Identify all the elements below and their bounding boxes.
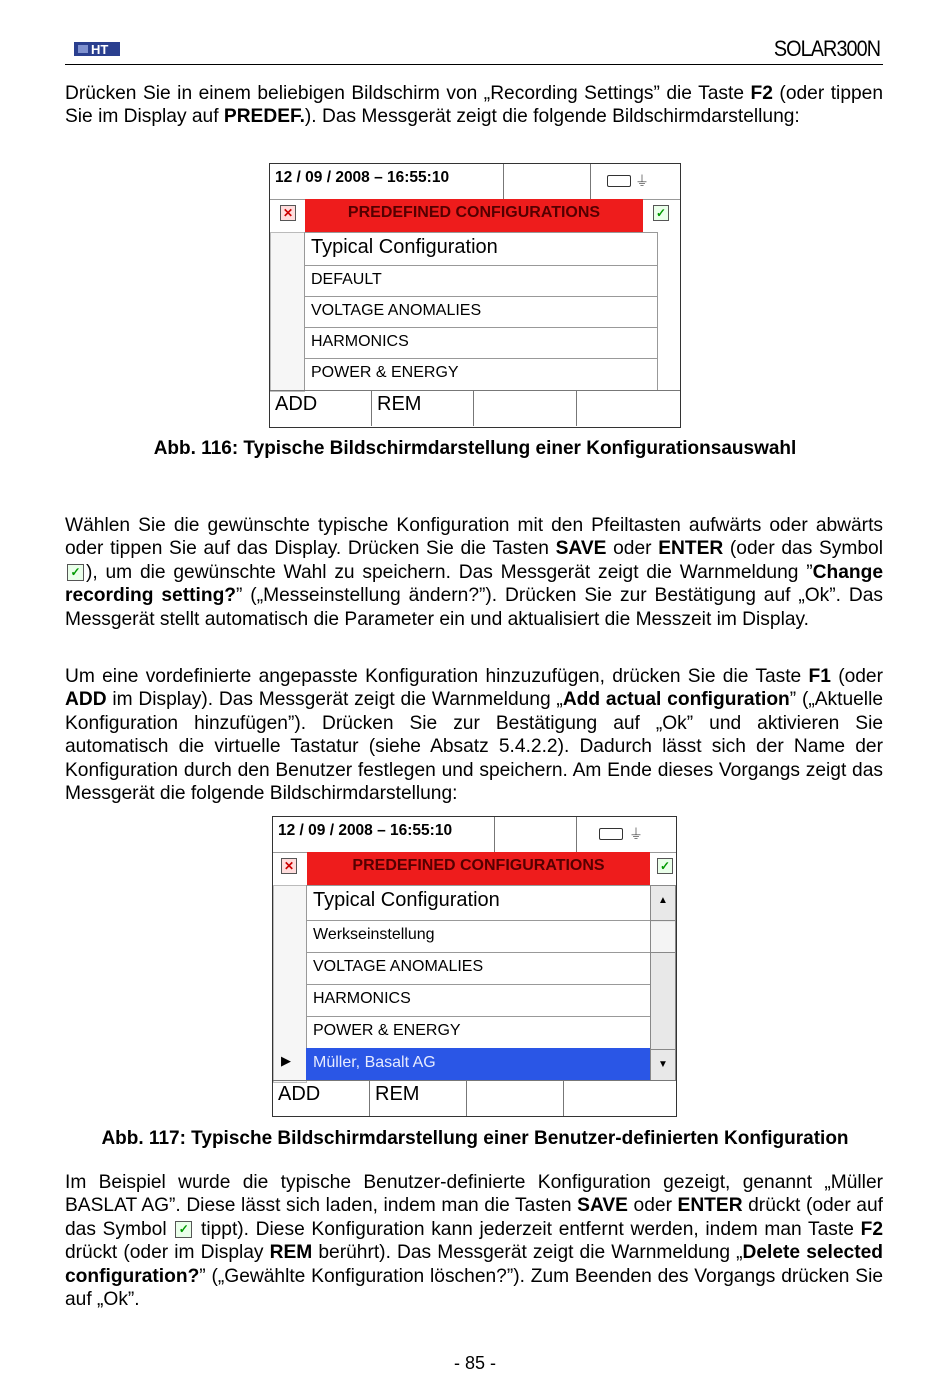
screen-title: PREDEFINED CONFIGURATIONS (305, 199, 643, 232)
confirm-check-icon[interactable]: ✓ (657, 858, 673, 874)
list-item-label: POWER & ENERGY (313, 1022, 461, 1039)
paragraph-intro: Drücken Sie in einem beliebigen Bildschirm von „Recording Settings” die Taste F2 (oder tippen Sie im Display auf PREDEF.). Das Messgerät zeigt die folgende Bildschirmdarstellung: (65, 83, 883, 128)
list-item-label: DEFAULT (311, 271, 382, 288)
status-cell (494, 817, 577, 852)
scroll-up-icon[interactable]: ▲ (651, 886, 675, 921)
list-item-label: HARMONICS (313, 990, 411, 1007)
power-status (590, 164, 681, 199)
softkey-3[interactable] (467, 1081, 564, 1116)
status-bar (270, 164, 680, 200)
list-item-label: POWER & ENERGY (311, 364, 459, 381)
rem-button[interactable]: REM (372, 391, 474, 426)
add-button[interactable]: ADD (273, 1081, 370, 1116)
screen-predefined-configurations (269, 163, 681, 428)
list-item-label: HARMONICS (311, 333, 409, 350)
confirm-check-icon[interactable]: ✓ (653, 205, 669, 221)
list-item[interactable] (304, 327, 658, 360)
row-gutter (270, 232, 305, 392)
list-item[interactable] (306, 984, 652, 1017)
softkey-3[interactable] (474, 391, 577, 426)
list-item-label: Müller, Basalt AG (313, 1054, 436, 1071)
list-item-label: VOLTAGE ANOMALIES (311, 302, 482, 319)
group-header-row (304, 232, 658, 267)
ht-logo (74, 40, 120, 58)
figure-caption-117: Abb. 117: Typische Bildschirmdarstellung einer Benutzer-definierten Konfiguration (101, 1128, 849, 1149)
softkey-4[interactable] (577, 391, 679, 426)
screen-title: PREDEFINED CONFIGURATIONS (307, 852, 650, 885)
group-label: Typical Configuration (313, 889, 500, 911)
close-x-icon[interactable]: ✕ (280, 205, 296, 221)
power-status (576, 817, 677, 852)
row-pointer-icon: ▶ (281, 1053, 291, 1068)
group-label: Typical Configuration (311, 236, 498, 258)
datetime-display: 12 / 09 / 2008 – 16:55:10 (278, 822, 453, 839)
document-header-title: SOLAR300N (773, 36, 880, 61)
plug-icon: ⏚ (629, 826, 643, 842)
scrollbar[interactable] (650, 885, 676, 1081)
paragraph-add-config: Um eine vordefinierte angepasste Konfiguration hinzuzufügen, drücken Sie die Taste F1 (oder ADD im Display). Das Messgerät zeigt die Warnmeldung „Add actual configuration” („Aktuelle Konfiguration hinzufügen”). Drücken Sie zur Bestätigung auf „Ok” und aktivieren Sie automatisch die virtuelle Tastatur (siehe Absatz 5.4.2.2). Dadurch lässt sich der Name der Konfiguration durch den Benutzer festlegen und speichern. Am Ende dieses Vorgangs zeigt das Messgerät die folgende Bildschirmdarstellung: (65, 666, 883, 805)
header-rule (65, 64, 883, 65)
group-header-row (306, 885, 652, 921)
list-item-label: Werkseinstellung (313, 926, 435, 943)
paragraph-select-config: Wählen Sie die gewünschte typische Konfiguration mit den Pfeiltasten aufwärts oder abwärts oder tippen Sie auf das Display. Drücken Sie die Tasten SAVE oder ENTER (oder das Symbol ✓ ), um die gewünschte Wahl zu speichern. Das Messgerät zeigt die Warnmeldung ”Change recording setting?” („Messeinstellung ändern?”). Drücken Sie zur Bestätigung auf „Ok”. Das Messgerät stellt automatisch die Parameter ein und aktualisiert die Messzeit im Display. (65, 515, 884, 630)
status-bar (273, 817, 676, 853)
plug-icon: ⏚ (635, 173, 649, 189)
list-item[interactable] (306, 920, 652, 953)
figure-caption-116: Abb. 116: Typische Bildschirmdarstellung einer Konfigurationsauswahl (153, 438, 797, 459)
add-button[interactable]: ADD (270, 391, 372, 426)
status-cell (503, 164, 591, 199)
scroll-down-icon[interactable]: ▼ (651, 1049, 675, 1080)
list-item[interactable] (306, 1016, 652, 1049)
close-x-icon[interactable]: ✕ (281, 858, 297, 874)
list-item[interactable] (304, 265, 658, 298)
list-item[interactable] (304, 358, 658, 391)
battery-icon (599, 828, 623, 840)
softkey-4[interactable] (564, 1081, 675, 1116)
svg-text:HT: HT (91, 42, 109, 57)
softkey-bar (273, 1080, 676, 1116)
battery-icon (607, 175, 631, 187)
softkey-bar (270, 390, 680, 427)
confirm-check-icon: ✓ (175, 1221, 192, 1238)
list-item-label: VOLTAGE ANOMALIES (313, 958, 484, 975)
confirm-check-icon: ✓ (67, 564, 84, 581)
list-item[interactable] (304, 296, 658, 329)
paragraph-user-config: Im Beispiel wurde die typische Benutzer-definierte Konfiguration gezeigt, genannt „Müller BASLAT AG”. Diese lässt sich laden, indem man die Tasten SAVE oder ENTER drückt (oder auf das Symbol ✓ tippt). Diese Konfiguration kann jederzeit entfernt werden, indem man Taste F2 drückt (oder im Display REM berührt). Das Messgerät zeigt die Warnmeldung „Delete selected configuration?” („Gewählte Konfiguration löschen?”). Zum Beenden des Vorgangs drücken Sie auf „Ok”. (65, 1172, 883, 1311)
datetime-display: 12 / 09 / 2008 – 16:55:10 (275, 169, 450, 186)
scroll-thumb[interactable] (651, 922, 675, 953)
list-item-selected[interactable] (306, 1048, 652, 1081)
screen-user-configurations (272, 816, 677, 1117)
rem-button[interactable]: REM (370, 1081, 467, 1116)
list-item[interactable] (306, 952, 652, 985)
page-number: - 85 - (453, 1353, 496, 1373)
